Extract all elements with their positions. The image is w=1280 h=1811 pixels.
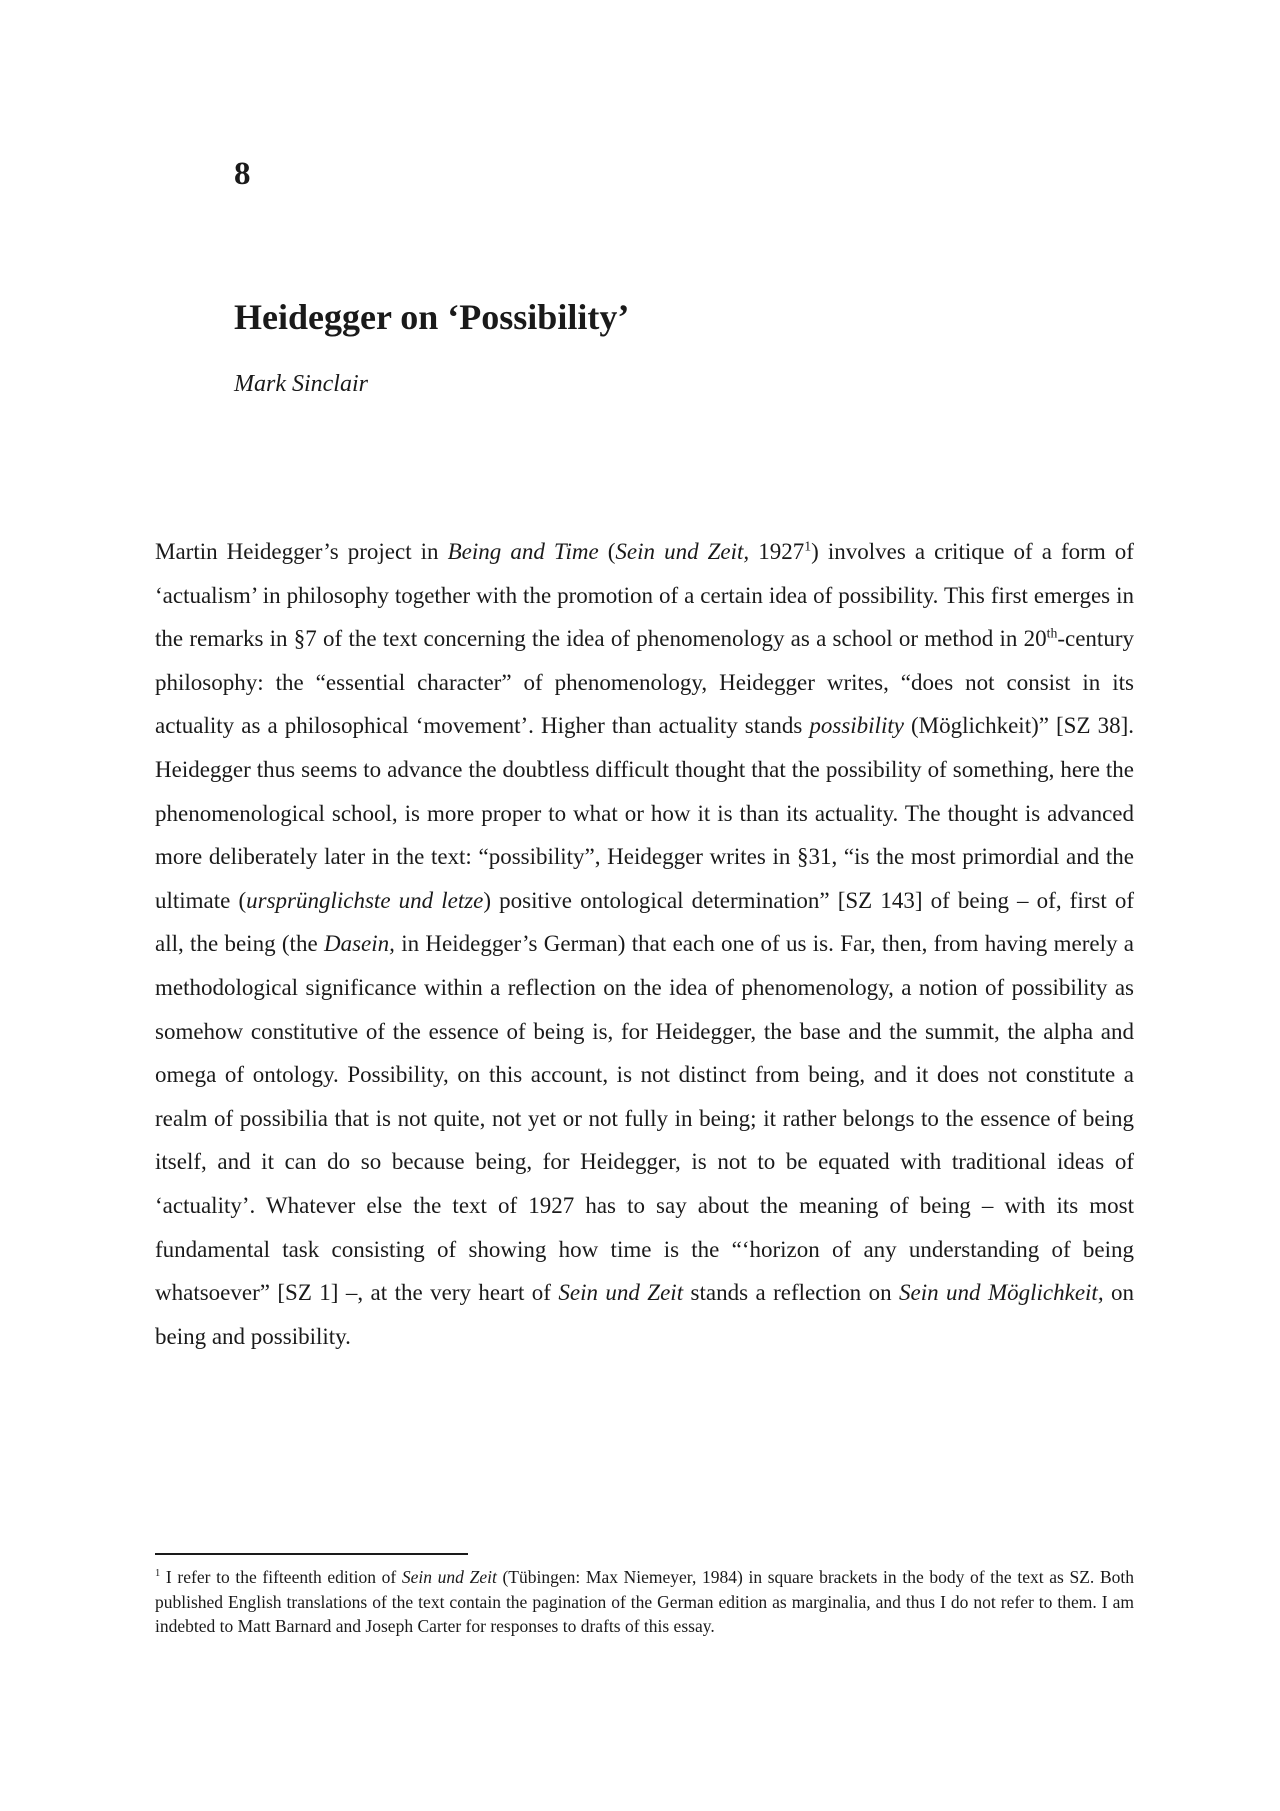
body-italic: possibility bbox=[809, 713, 904, 739]
body-italic: ursprünglichste und letze bbox=[246, 887, 484, 913]
body-text: ) involves a critique of a form of ‘actualism’ in philosophy together with the promotion of a certain idea of possibility. This first emerges in the remarks in §7 of the text concerning the idea of phenomenology as a school or method in 20 bbox=[155, 539, 1134, 652]
ordinal-suffix: th bbox=[1046, 625, 1058, 641]
footnote-divider bbox=[155, 1553, 468, 1555]
body-text: ( bbox=[598, 539, 616, 564]
body-italic: Being and Time bbox=[447, 539, 599, 564]
body-text: (Möglichkeit)” [SZ 38]. Heidegger thus seems to advance the doubtless difficult thought that the possibility of something, here the phenomenological school, is more proper to what or how it is than its actuality. The thought is advanced more deliberately later in the text: “possibility”, Heidegger writes in §31, “is the most primordial and the ultimate ( bbox=[155, 713, 1134, 913]
footnote-marker: 1 bbox=[155, 1568, 161, 1580]
body-text: -century philosophy: the “essential character” of phenomenology, Heidegger writes, “does not consist in its actuality as a philosophical ‘movement’. Higher than actuality stands bbox=[155, 626, 1134, 739]
body-text: on being and possibility. bbox=[155, 1280, 1135, 1349]
body-text: stands a reflection on bbox=[683, 1280, 900, 1306]
body-text: ) positive ontological determination” [SZ 143] of being – of, first of all, the being (the bbox=[155, 887, 1134, 957]
chapter-title: Heidegger on ‘Possibility’ bbox=[234, 297, 630, 337]
author-name: Mark Sinclair bbox=[234, 371, 368, 397]
body-italic: Dasein, bbox=[323, 931, 395, 957]
body-italic: Sein und Möglichkeit, bbox=[899, 1280, 1104, 1306]
footnote bbox=[155, 1565, 1134, 1639]
body-text: in Heidegger’s German) that each one of us is. Far, then, from having merely a methodological significance within a reflection on the idea of phenomenology, a notion of possibility as somehow constitutive of the essence of being is, for Heidegger, the base and the summit, the alpha and omega of ontology. Possibility, on this account, is not distinct from being, and it does not constitute a realm of possibilia that is not quite, not yet or not fully in being; it rather belongs to the essence of being itself, and it can do so because being, for Heidegger, is not to be equated with traditional ideas of ‘actuality’. Whatever else the text of 1927 has to say about the meaning of being – with its most fundamental task consisting of showing how time is the “‘horizon of any understanding of being whatsoever” [SZ 1] –, at the very heart of bbox=[155, 931, 1134, 1306]
footnote-text: I refer to the fifteenth edition of bbox=[160, 1567, 402, 1587]
body-text: 1927 bbox=[749, 539, 805, 564]
body-paragraph bbox=[155, 530, 1134, 1358]
footnote-reference[interactable]: 1 bbox=[804, 538, 812, 554]
chapter-number: 8 bbox=[234, 156, 251, 192]
body-text: Martin Heidegger’s project in bbox=[155, 539, 448, 564]
footnote-italic: Sein und Zeit bbox=[401, 1567, 497, 1587]
body-italic: Sein und Zeit, bbox=[615, 539, 750, 564]
body-italic: Sein und Zeit bbox=[558, 1280, 684, 1306]
footnote-text: (Tübingen: Max Niemeyer, 1984) in square brackets in the body of the text as SZ. Both published English translations of the text contain the pagination of the German edition as marginalia, and thus I do not refer to them. I am indebted to Matt Barnard and Joseph Carter for responses to drafts of this essay. bbox=[155, 1567, 1134, 1636]
